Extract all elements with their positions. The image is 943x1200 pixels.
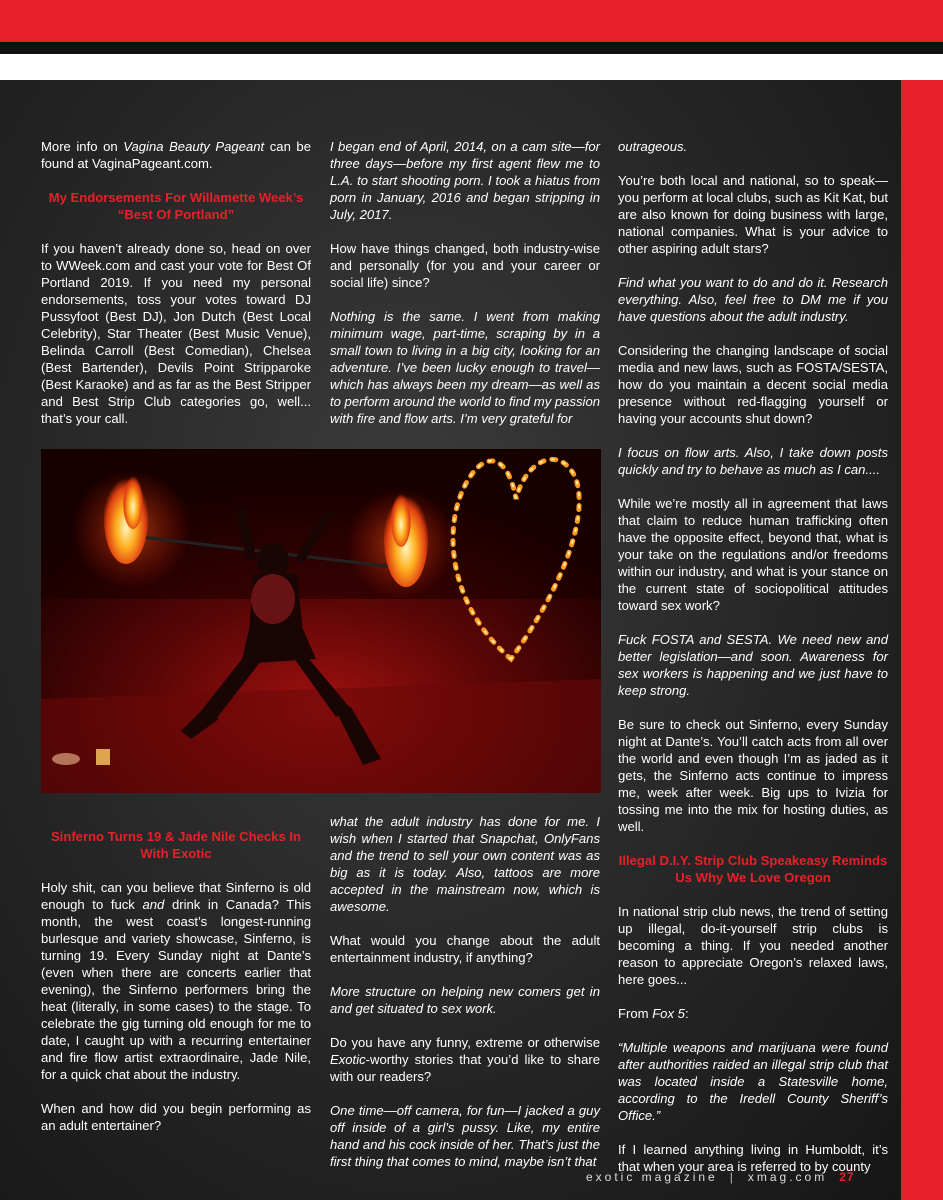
paragraph: Holy shit, can you believe that Sinferno is old enough to fuck and drink in Canada? This month, the west coast’s longest-running burlesque and variety showcase, Sinferno, is turning 19. Every Sunday night at Dante’s (even when there are concerts earlier that evening), the Sinferno performers bring the heat (literally, in some cases) to the stage. To celebrate the gig turning old enough for me to date, I caught up with a recurring entertainer and fire flow artist extraordinaire, Jade Nile, for a quick chat about the industry. [41,880,311,1082]
question-paragraph: Do you have any funny, extreme or otherwise Exotic-worthy stories that you’d like to share with our readers? [330,1035,600,1084]
question-paragraph: You’re both local and national, so to speak—you perform at local clubs, such as Kit Kat, but are also known for doing business with large, national companies. What is your advice to other aspiring adult stars? [618,173,888,256]
question-paragraph: How have things changed, both industry-wise and personally (for you and your career or social life) since? [330,241,600,290]
question-paragraph: What would you change about the adult entertainment industry, if anything? [330,933,600,965]
page-footer [586,1170,855,1184]
column-1-top [41,138,311,427]
paragraph: From Fox 5: [618,1006,689,1021]
section-heading: My Endorsements For Willamette Week’s “Best Of Portland” [48,190,304,222]
page-number: 27 [839,1170,855,1184]
answer-paragraph: I began end of April, 2014, on a cam site—for three days—before my first agent flew me to L.A. to start shooting porn. I took a hiatus from porn in January, 2016 and began stripping in July, 2017. [330,139,600,222]
question-paragraph: When and how did you begin performing as an adult entertainer? [41,1101,311,1133]
quote-paragraph: “Multiple weapons and marijuana were found after authorities raided an illegal strip club that was located inside a Statesville home, according to the Iredell County Sheriff’s Office.” [618,1040,888,1123]
paragraph: More info on Vagina Beauty Pageant can be found at VaginaPageant.com. [41,139,312,171]
column-3 [618,138,888,1175]
section-heading: Illegal D.I.Y. Strip Club Speakeasy Reminds Us Why We Love Oregon [618,853,888,885]
answer-paragraph: outrageous. [618,139,688,154]
question-paragraph: While we’re mostly all in agreement that laws that claim to reduce human trafficking often have the opposite effect, beyond that, what is your take on the regulations and/or freedoms within our industry, and what is your stance on the current state of sociopolitical attitudes toward sex work? [618,496,888,613]
column-2-top [330,138,600,427]
answer-paragraph: One time—off camera, for fun—I jacked a guy off inside of a girl’s pussy. Like, my entire hand and his cock inside of her. That’s just the first thing that comes to mind, maybe isn’t that [330,1103,600,1169]
column-2-bottom [330,813,600,1170]
top-red-band [0,0,943,42]
paragraph: Be sure to check out Sinferno, every Sunday night at Dante’s. You’ll catch acts from all over the world and even though I’m as jaded as it gets, the Sinferno acts continue to impress me, week after week. Big ups to Ivizia for tossing me into the mix for hosting duties, as well. [618,717,888,834]
answer-paragraph: Find what you want to do and do it. Research everything. Also, feel free to DM me if you have questions about the adult industry. [618,275,888,324]
question-paragraph: Considering the changing landscape of social media and new laws, such as FOSTA/SESTA, how do you maintain a decent social media presence without red-flagging yourself or having your accounts shut down? [618,343,888,426]
paragraph: If you haven’t already done so, head on over to WWeek.com and cast your vote for Best Of Portland 2019. If you need my personal endorsements, toss your votes toward DJ Pussyfoot (Best DJ), Jon Dutch (Best Local Celebrity), Star Theater (Best Music Venue), Belinda Carroll (Best Comedian), Chelsea (Best Bartender), Devils Point Stripparoke (Best Karaoke) and as far as the Best Stripper and Best Strip Club categories go, well... that’s your call. [41,241,311,426]
answer-paragraph: Fuck FOSTA and SESTA. We need new and better legislation—and soon. Awareness for sex workers is happening and we just have to keep strong. [618,632,888,698]
top-black-band [0,42,943,54]
photo-illustration [41,449,601,793]
site-url: xmag.com [747,1170,828,1184]
top-white-band [0,54,943,80]
answer-paragraph: what the adult industry has done for me. I wish when I started that Snapchat, OnlyFans and the trend to sell your own content was as big as it is today. Also, tattoos are more accepted in the mainstream now, which is awesome. [330,814,600,914]
footer-separator: | [729,1170,736,1184]
paragraph: In national strip club news, the trend of setting up illegal, do-it-yourself strip clubs is becoming a thing. If you needed another reason to appreciate Oregon’s relaxed laws, here goes... [618,904,888,987]
magazine-name: exotic magazine [586,1170,718,1184]
fire-performer-photo [41,449,601,793]
section-heading: Sinferno Turns 19 & Jade Nile Checks In With Exotic [50,829,302,861]
answer-paragraph: Nothing is the same. I went from making minimum wage, part-time, scraping by in a small town to living in a big city, looking for an adventure. I’ve been lucky enough to travel—which has always been my dream—as well as to perform around the world to find my passion with fire and flow arts. I’m very grateful for [330,309,601,426]
column-1-bottom [41,828,311,1134]
paragraph: If I learned anything living in Humboldt, it’s that when your area is referred to by county [618,1142,888,1174]
right-red-bar [901,80,943,1200]
answer-paragraph: I focus on flow arts. Also, I take down posts quickly and try to behave as much as I can.... [618,445,888,477]
answer-paragraph: More structure on helping new comers get in and get situated to sex work. [330,984,600,1016]
